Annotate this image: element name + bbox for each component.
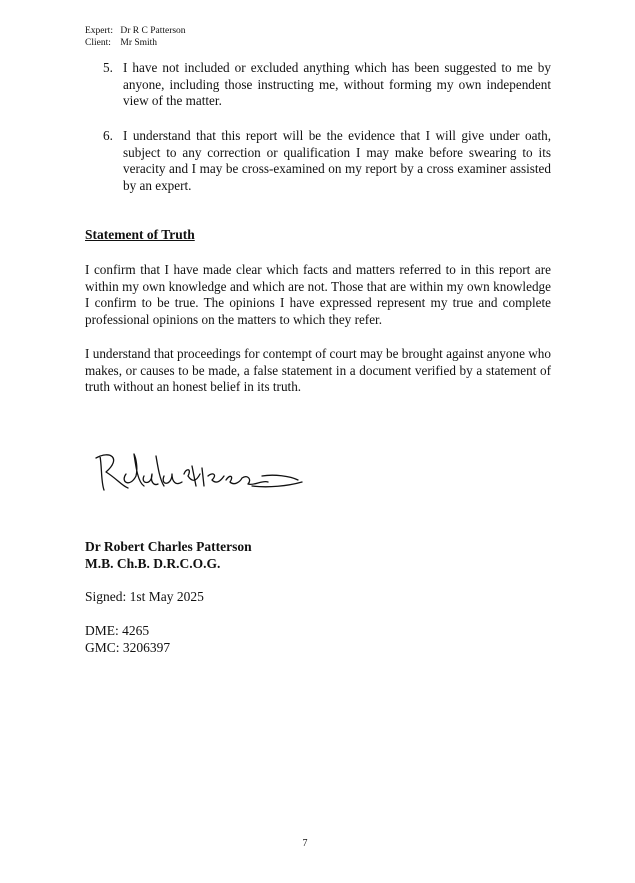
page-number: 7 <box>302 838 308 849</box>
client-value: Mr Smith <box>120 38 158 48</box>
statement-paragraph-2: I understand that proceedings for contempt of court may be brought against anyone who makes, or causes to be made, a false statement in a document verified by a statement of truth without an honest belief in its truth. <box>85 346 551 395</box>
expert-line <box>85 25 186 37</box>
client-line <box>85 37 186 49</box>
signature-image <box>92 446 307 504</box>
gmc-number: GMC: 3206397 <box>85 640 171 655</box>
list-item <box>103 128 551 194</box>
client-label: Client: <box>85 38 111 48</box>
list-item <box>103 60 551 110</box>
signed-date: Signed: 1st May 2025 <box>85 589 204 604</box>
item-number: 5. <box>103 60 113 75</box>
document-header <box>85 25 186 49</box>
signatory-name: Dr Robert Charles Patterson <box>85 539 252 554</box>
statement-heading: Statement of Truth <box>85 227 195 242</box>
item-text: I have not included or excluded anything which has been suggested to me by anyone, including those instructing me, without forming my own independent view of the matter. <box>123 60 551 109</box>
item-number: 6. <box>103 128 113 143</box>
dme-number: DME: 4265 <box>85 623 150 638</box>
signatory-qualifications: M.B. Ch.B. D.R.C.O.G. <box>85 556 221 571</box>
expert-value: Dr R C Patterson <box>120 26 186 36</box>
item-text: I understand that this report will be the evidence that I will give under oath, subject to any correction or qualification I may make before swearing to its veracity and I may be cross-examined on my report by a cross examiner assisted by an expert. <box>123 128 551 193</box>
expert-label: Expert: <box>85 26 113 36</box>
statement-paragraph-1: I confirm that I have made clear which facts and matters referred to in this report are within my own knowledge and which are not. Those that are within my own knowledge I confirm to be true. The opinions I have expressed represent my true and complete professional opinions on the matters to which they refer. <box>85 262 551 327</box>
